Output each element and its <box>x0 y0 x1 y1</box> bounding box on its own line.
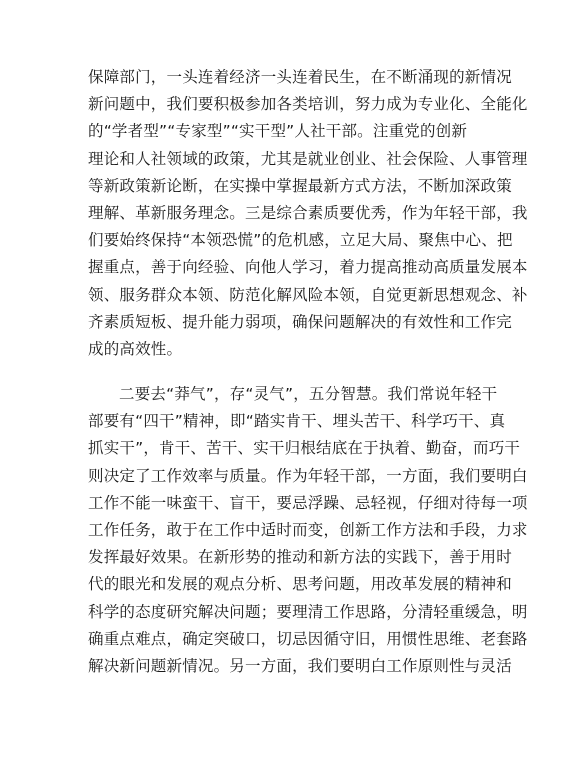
paragraph-2-line: 代的眼光和发展的观点分析、思考问题，用改革发展的精神和 <box>88 575 512 594</box>
paragraph-1-line: 握重点，善于向经验、向他人学习，着力提高推动高质量发展本 <box>88 258 528 277</box>
paragraph-1-line: 齐素质短板、提升能力弱项，确保问题解决的有效性和工作完 <box>88 312 512 331</box>
paragraph-1-line: 理解、革新服务理念。三是综合素质要优秀，作为年轻干部，我 <box>88 203 528 222</box>
paragraph-1 <box>88 64 528 363</box>
paragraph-2-line: 部要有“四干”精神，即“踏实肯干、埋头苦干、科学巧干、真 <box>88 412 506 431</box>
paragraph-2-line: 确重点难点，确定突破口，切忌因循守旧，用惯性思维、老套路 <box>88 629 528 648</box>
paragraph-1-line: 领、服务群众本领、防范化解风险本领，自觉更新思想观念、补 <box>88 285 528 304</box>
paragraph-1-line: 的“学者型”“专家型”“实干型”人社干部。注重党的创新 <box>88 122 468 141</box>
paragraph-1-line: 保障部门，一头连着经济一头连着民生，在不断涌现的新情况 <box>88 68 512 86</box>
paragraph-2-line: 解决新问题新情况。另一方面，我们要明白工作原则性与灵活 <box>88 656 512 675</box>
paragraph-2 <box>88 381 528 680</box>
paragraph-2-line: 发挥最好效果。在新形势的推动和新方法的实践下，善于用时 <box>88 548 512 567</box>
paragraph-1-line: 成的高效性。 <box>88 339 183 358</box>
paragraph-1-line: 理论和人社领域的政策，尤其是就业创业、社会保险、人事管理 <box>88 149 528 168</box>
paragraph-2-line: 则决定了工作效率与质量。作为年轻干部，一方面，我们要明白 <box>88 466 528 485</box>
paragraph-2-line: 工作任务，敢于在工作中适时而变，创新工作方法和手段，力求 <box>88 521 528 539</box>
paragraph-2-line: 工作不能一味蛮干、盲干，要忌浮躁、忌轻视，仔细对待每一项 <box>88 493 528 512</box>
paragraph-2-line: 二要去“莽气”，存“灵气”，五分智慧。我们常说年轻干 <box>119 385 498 404</box>
paragraph-2-line: 抓实干”，肯干、苦干、实干归根结底在于执着、勤奋，而巧干 <box>88 439 521 458</box>
paragraph-1-line: 等新政策新论断，在实操中掌握最新方式方法，不断加深政策 <box>88 176 512 195</box>
document-body <box>88 64 528 680</box>
paragraph-spacer <box>88 363 500 381</box>
paragraph-2-line: 科学的态度研究解决问题；要理清工作思路，分清轻重缓急，明 <box>88 602 528 621</box>
paragraph-1-line: 新问题中，我们要积极参加各类培训，努力成为专业化、全能化 <box>88 95 528 114</box>
paragraph-1-line: 们要始终保持“本领恐慌”的危机感，立足大局、聚焦中心、把 <box>88 231 513 250</box>
